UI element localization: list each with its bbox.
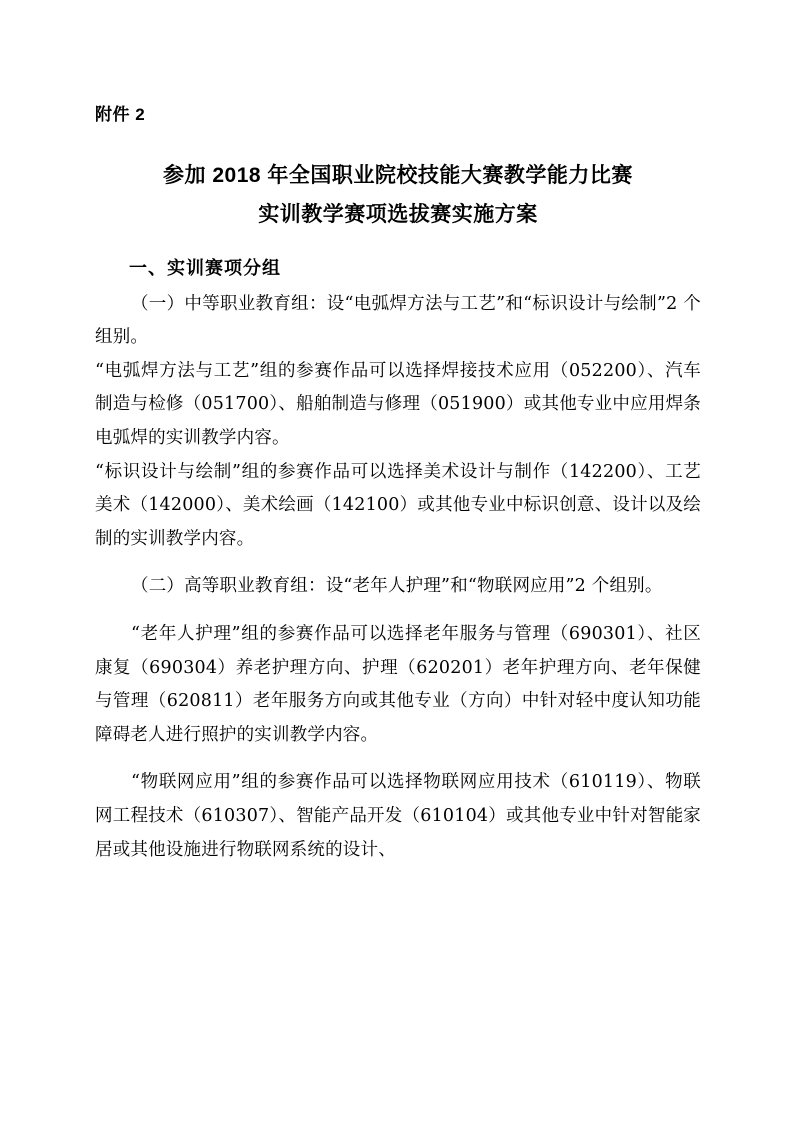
paragraph-5: “老年人护理”组的参赛作品可以选择老年服务与管理（690301）、社区康复（690304）养老护理方向、护理（620201）老年护理方向、老年保健与管理（620811）老年服务方向或其他专业（方向）中针对轻中度认知功能障碍老人进行照护的实训教学内容。: [95, 624, 701, 745]
paragraph-1: （一）中等职业教育组：设“电弧焊方法与工艺”和“标识设计与绘制”2 个组别。: [95, 293, 701, 348]
paragraph-2: “电弧焊方法与工艺”组的参赛作品可以选择焊接技术应用（052200）、汽车制造与检修（051700）、船舶制造与修理（051900）或其他专业中应用焊条电弧焊的实训教学内容。: [95, 360, 701, 449]
section-heading-1: 一、实训赛项分组: [129, 258, 281, 279]
paragraph-3: “标识设计与绘制”组的参赛作品可以选择美术设计与制作（142200）、工艺美术（142000）、美术绘画（142100）或其他专业中标识创意、设计以及绘制的实训教学内容。: [95, 461, 701, 549]
page-title: [95, 157, 701, 235]
paragraph-4: （二）高等职业教育组：设“老年人护理”和“物联网应用”2 个组别。: [131, 576, 663, 597]
attachment-label: 附件 2: [95, 105, 146, 124]
page-title-line-2: 实训教学赛项选拔赛实施方案: [258, 203, 538, 227]
page-title-line-1: 参加 2018 年全国职业院校技能大赛教学能力比赛: [163, 164, 633, 188]
paragraph-6: “物联网应用”组的参赛作品可以选择物联网应用技术（610119）、物联网工程技术（610307）、智能产品开发（610104）或其他专业中针对智能家居或其他设施进行物联网系统的设计、: [95, 772, 701, 860]
